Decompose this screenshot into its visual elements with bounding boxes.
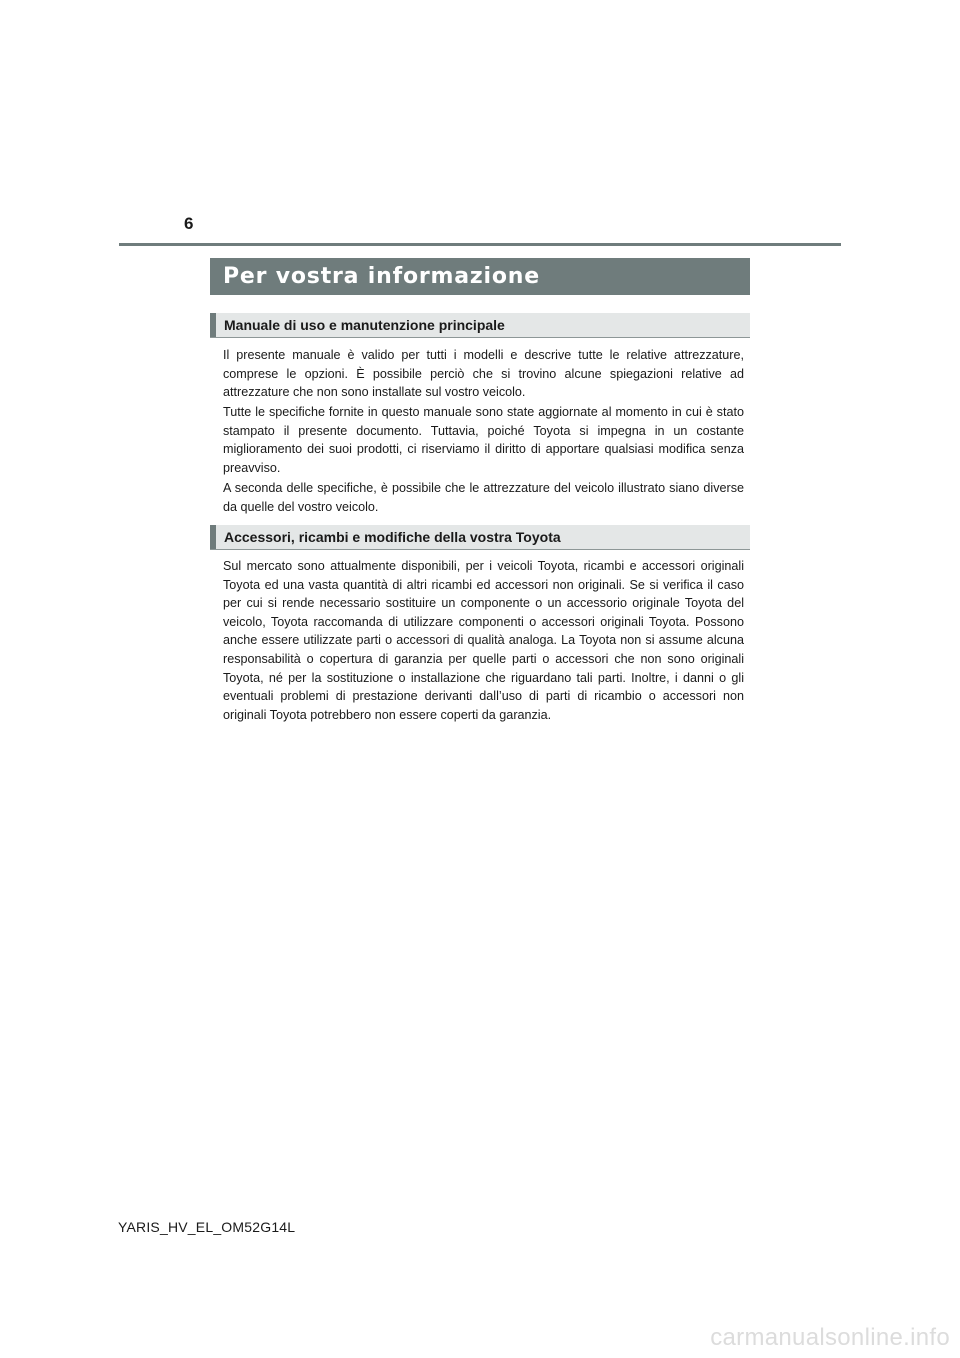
section-heading-manuale [210,313,750,338]
section-heading-label: Manuale di uso e manutenzione principale [224,317,505,333]
paragraph: A seconda delle specifiche, è possibile che le attrezzature del veicolo illustrato siano diverse da quelle del vostro veicolo. [223,481,744,514]
header-divider [119,243,841,246]
section-heading-label: Accessori, ricambi e modifiche della vostra Toyota [224,529,561,545]
paragraph: Sul mercato sono attualmente disponibili, per i veicoli Toyota, ricambi e accessori originali Toyota ed una vasta quantità di altri ricambi ed accessori non originali. Se si verifica il caso per cui si rende necessario sostituire un componente o un accessorio originale Toyota del veicolo, Toyota raccomanda di utilizzare componenti o accessori originali Toyota. Possono anche essere utilizzate parti o accessori di qualità analoga. La Toyota non si assume alcuna responsabilità o copertura di garanzia per quelle parti o accessori che non sono originali Toyota, né per la sostituzione o installazione che riguardano tali parti. Inoltre, i danni o gli eventuali problemi di prestazione derivanti dall’uso di parti di ricambio o accessori non originali Toyota potrebbero non essere coperti da garanzia. [223,559,744,722]
page-title: Per vostra informazione [223,264,540,289]
page-number: 6 [184,214,194,233]
document-code: YARIS_HV_EL_OM52G14L [118,1219,296,1235]
watermark: carmanualsonline.info [710,1324,950,1351]
chapter-title-bar [210,258,750,295]
paragraph: Il presente manuale è valido per tutti i modelli e descrive tutte le relative attrezzature, comprese le opzioni. È possibile perciò che si trovino alcune spiegazioni relative ad attrezzature che non sono installate sul vostro veicolo. [223,348,744,400]
paragraph: Tutte le specifiche fornite in questo manuale sono state aggiornate al momento in cui è stato stampato il presente documento. Tuttavia, poiché Toyota si impegna in un costante miglioramento dei suoi prodotti, ci riserviamo il diritto di apportare qualsiasi modifica senza preavviso. [223,405,744,475]
section-heading-accessori [210,525,750,550]
